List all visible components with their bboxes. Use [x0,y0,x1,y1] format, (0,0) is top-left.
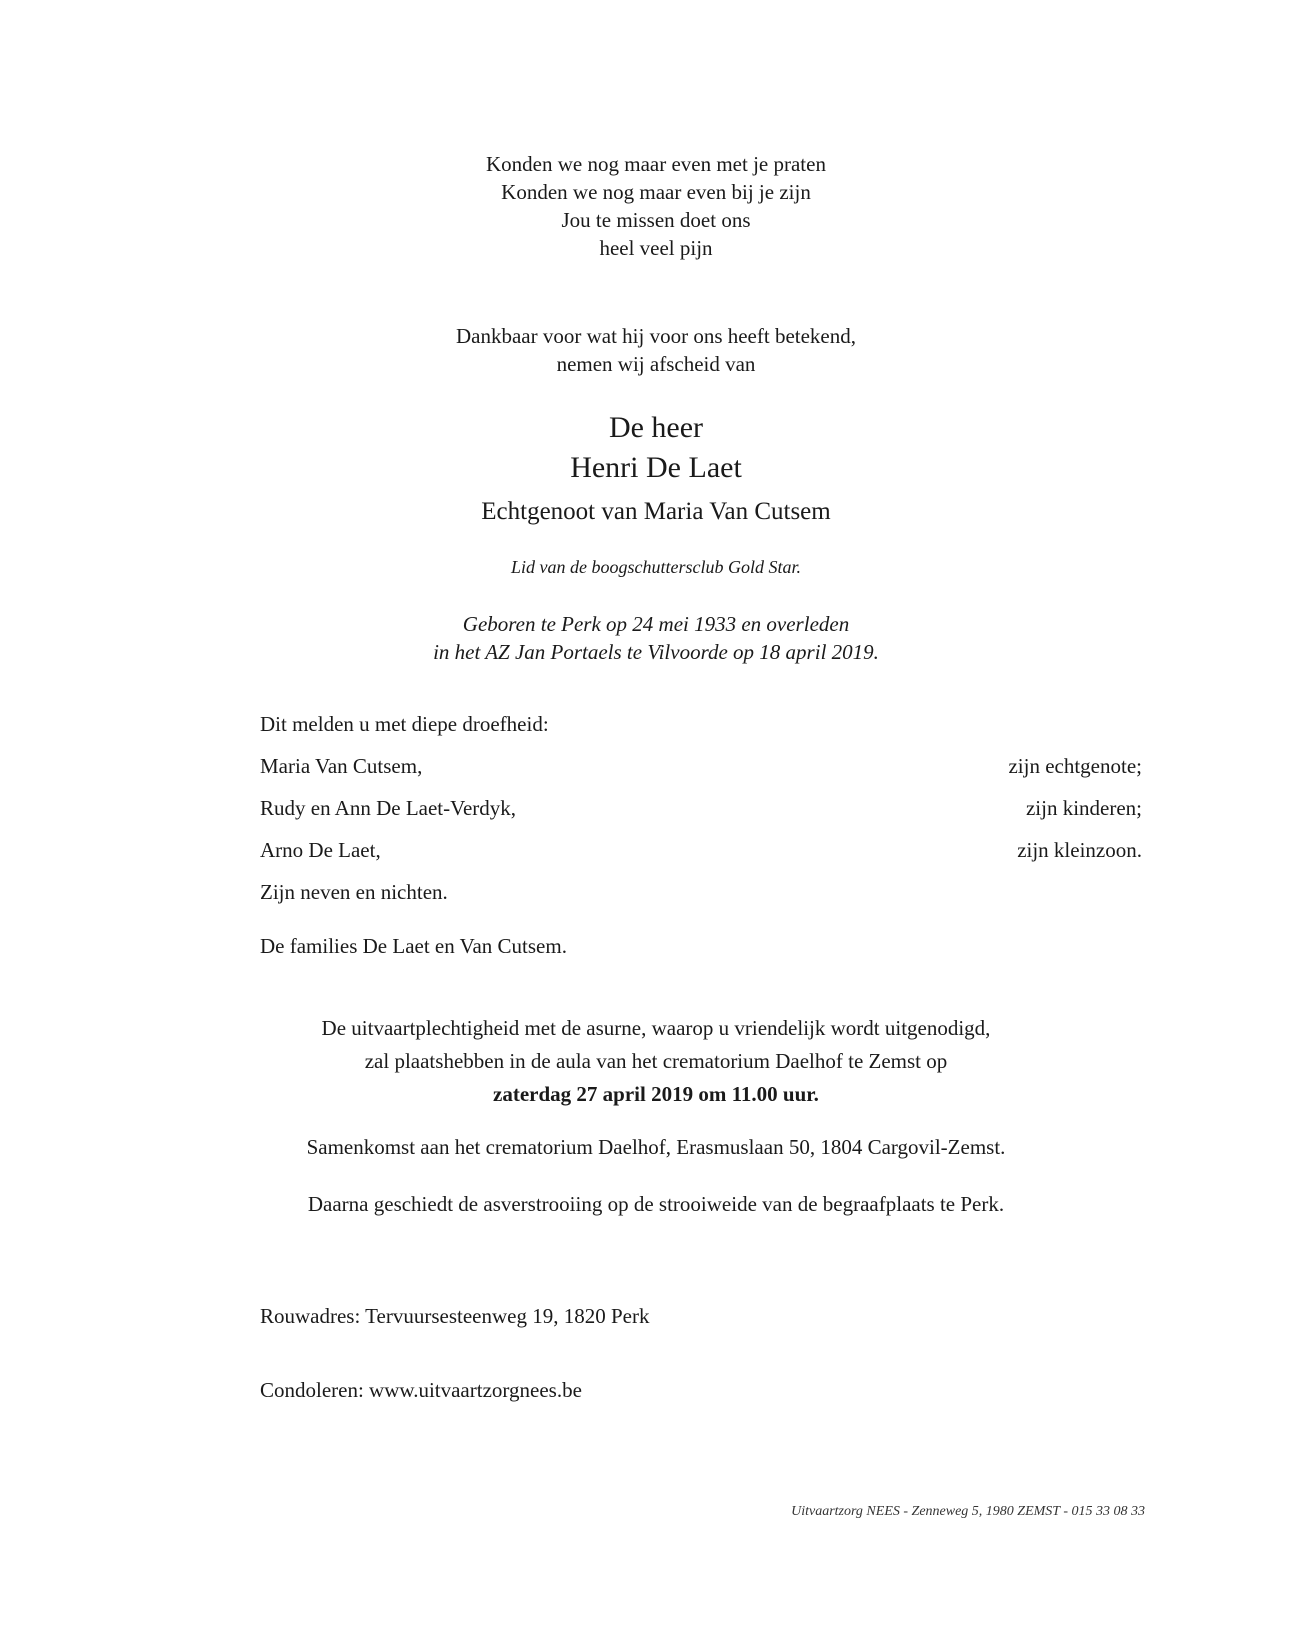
mourner-name: Rudy en Ann De Laet-Verdyk, [260,796,517,820]
mourners-heading [260,710,1142,752]
poem-line: Konden we nog maar even met je praten [486,152,826,176]
birth-death-line: Geboren te Perk op 24 mei 1933 en overleden [462,612,850,636]
list-item [260,752,1142,794]
poem-line: Jou te missen doet ons [561,208,751,232]
list-item [260,878,1142,920]
funeral-home-footer: Uitvaartzorg NEES - Zenneweg 5, 1980 ZEMST - 015 33 08 33 [791,1504,1145,1519]
ceremony-info [0,1012,1312,1111]
ashes-info: Daarna geschiedt de asverstrooiing op de strooiweide van de begraafplaats te Perk. [307,1192,1005,1216]
salutation: De heer [608,411,704,444]
mourner-name: Maria Van Cutsem, [260,754,423,778]
mourning-address: Rouwadres: Tervuursesteenweg 19, 1820 Perk [260,1304,650,1328]
ceremony-line: De uitvaartplechtigheid met de asurne, waarop u vriendelijk wordt uitgenodigd, [321,1016,991,1040]
mourners-heading-text: Dit melden u met diepe droefheid: [260,712,549,736]
birth-death-line: in het AZ Jan Portaels te Vilvoorde op 18 april 2019. [433,640,879,664]
mourner-relation: zijn kleinzoon. [1017,838,1142,862]
club-membership: Lid van de boogschuttersclub Gold Star. [511,557,801,577]
intro-line: nemen wij afscheid van [556,352,756,376]
deceased-name: Henri De Laet [570,451,742,484]
birth-death-info [0,610,1312,666]
spouse-line: Echtgenoot van Maria Van Cutsem [481,498,831,525]
intro-text [0,322,1312,378]
gathering-info: Samenkomst aan het crematorium Daelhof, Erasmuslaan 50, 1804 Cargovil-Zemst. [306,1135,1006,1159]
condolences-link: Condoleren: www.uitvaartzorgnees.be [260,1378,582,1402]
poem-line: Konden we nog maar even bij je zijn [501,180,811,204]
list-item [260,794,1142,836]
list-item [260,836,1142,878]
mourner-relation: zijn kinderen; [1025,796,1142,820]
ceremony-line: zal plaatshebben in de aula van het crematorium Daelhof te Zemst op [364,1049,948,1073]
families-line: De families De Laet en Van Cutsem. [260,934,567,958]
ceremony-date-time: zaterdag 27 april 2019 om 11.00 uur. [493,1082,819,1106]
mourner-relation: zijn echtgenote; [1008,754,1142,778]
mourner-name: Zijn neven en nichten. [260,880,448,904]
mourners-list [260,710,1142,920]
mourner-name: Arno De Laet, [260,838,381,862]
deceased-title [0,408,1312,488]
intro-line: Dankbaar voor wat hij voor ons heeft betekend, [455,324,857,348]
poem-line: heel veel pijn [599,236,713,260]
poem [0,150,1312,262]
